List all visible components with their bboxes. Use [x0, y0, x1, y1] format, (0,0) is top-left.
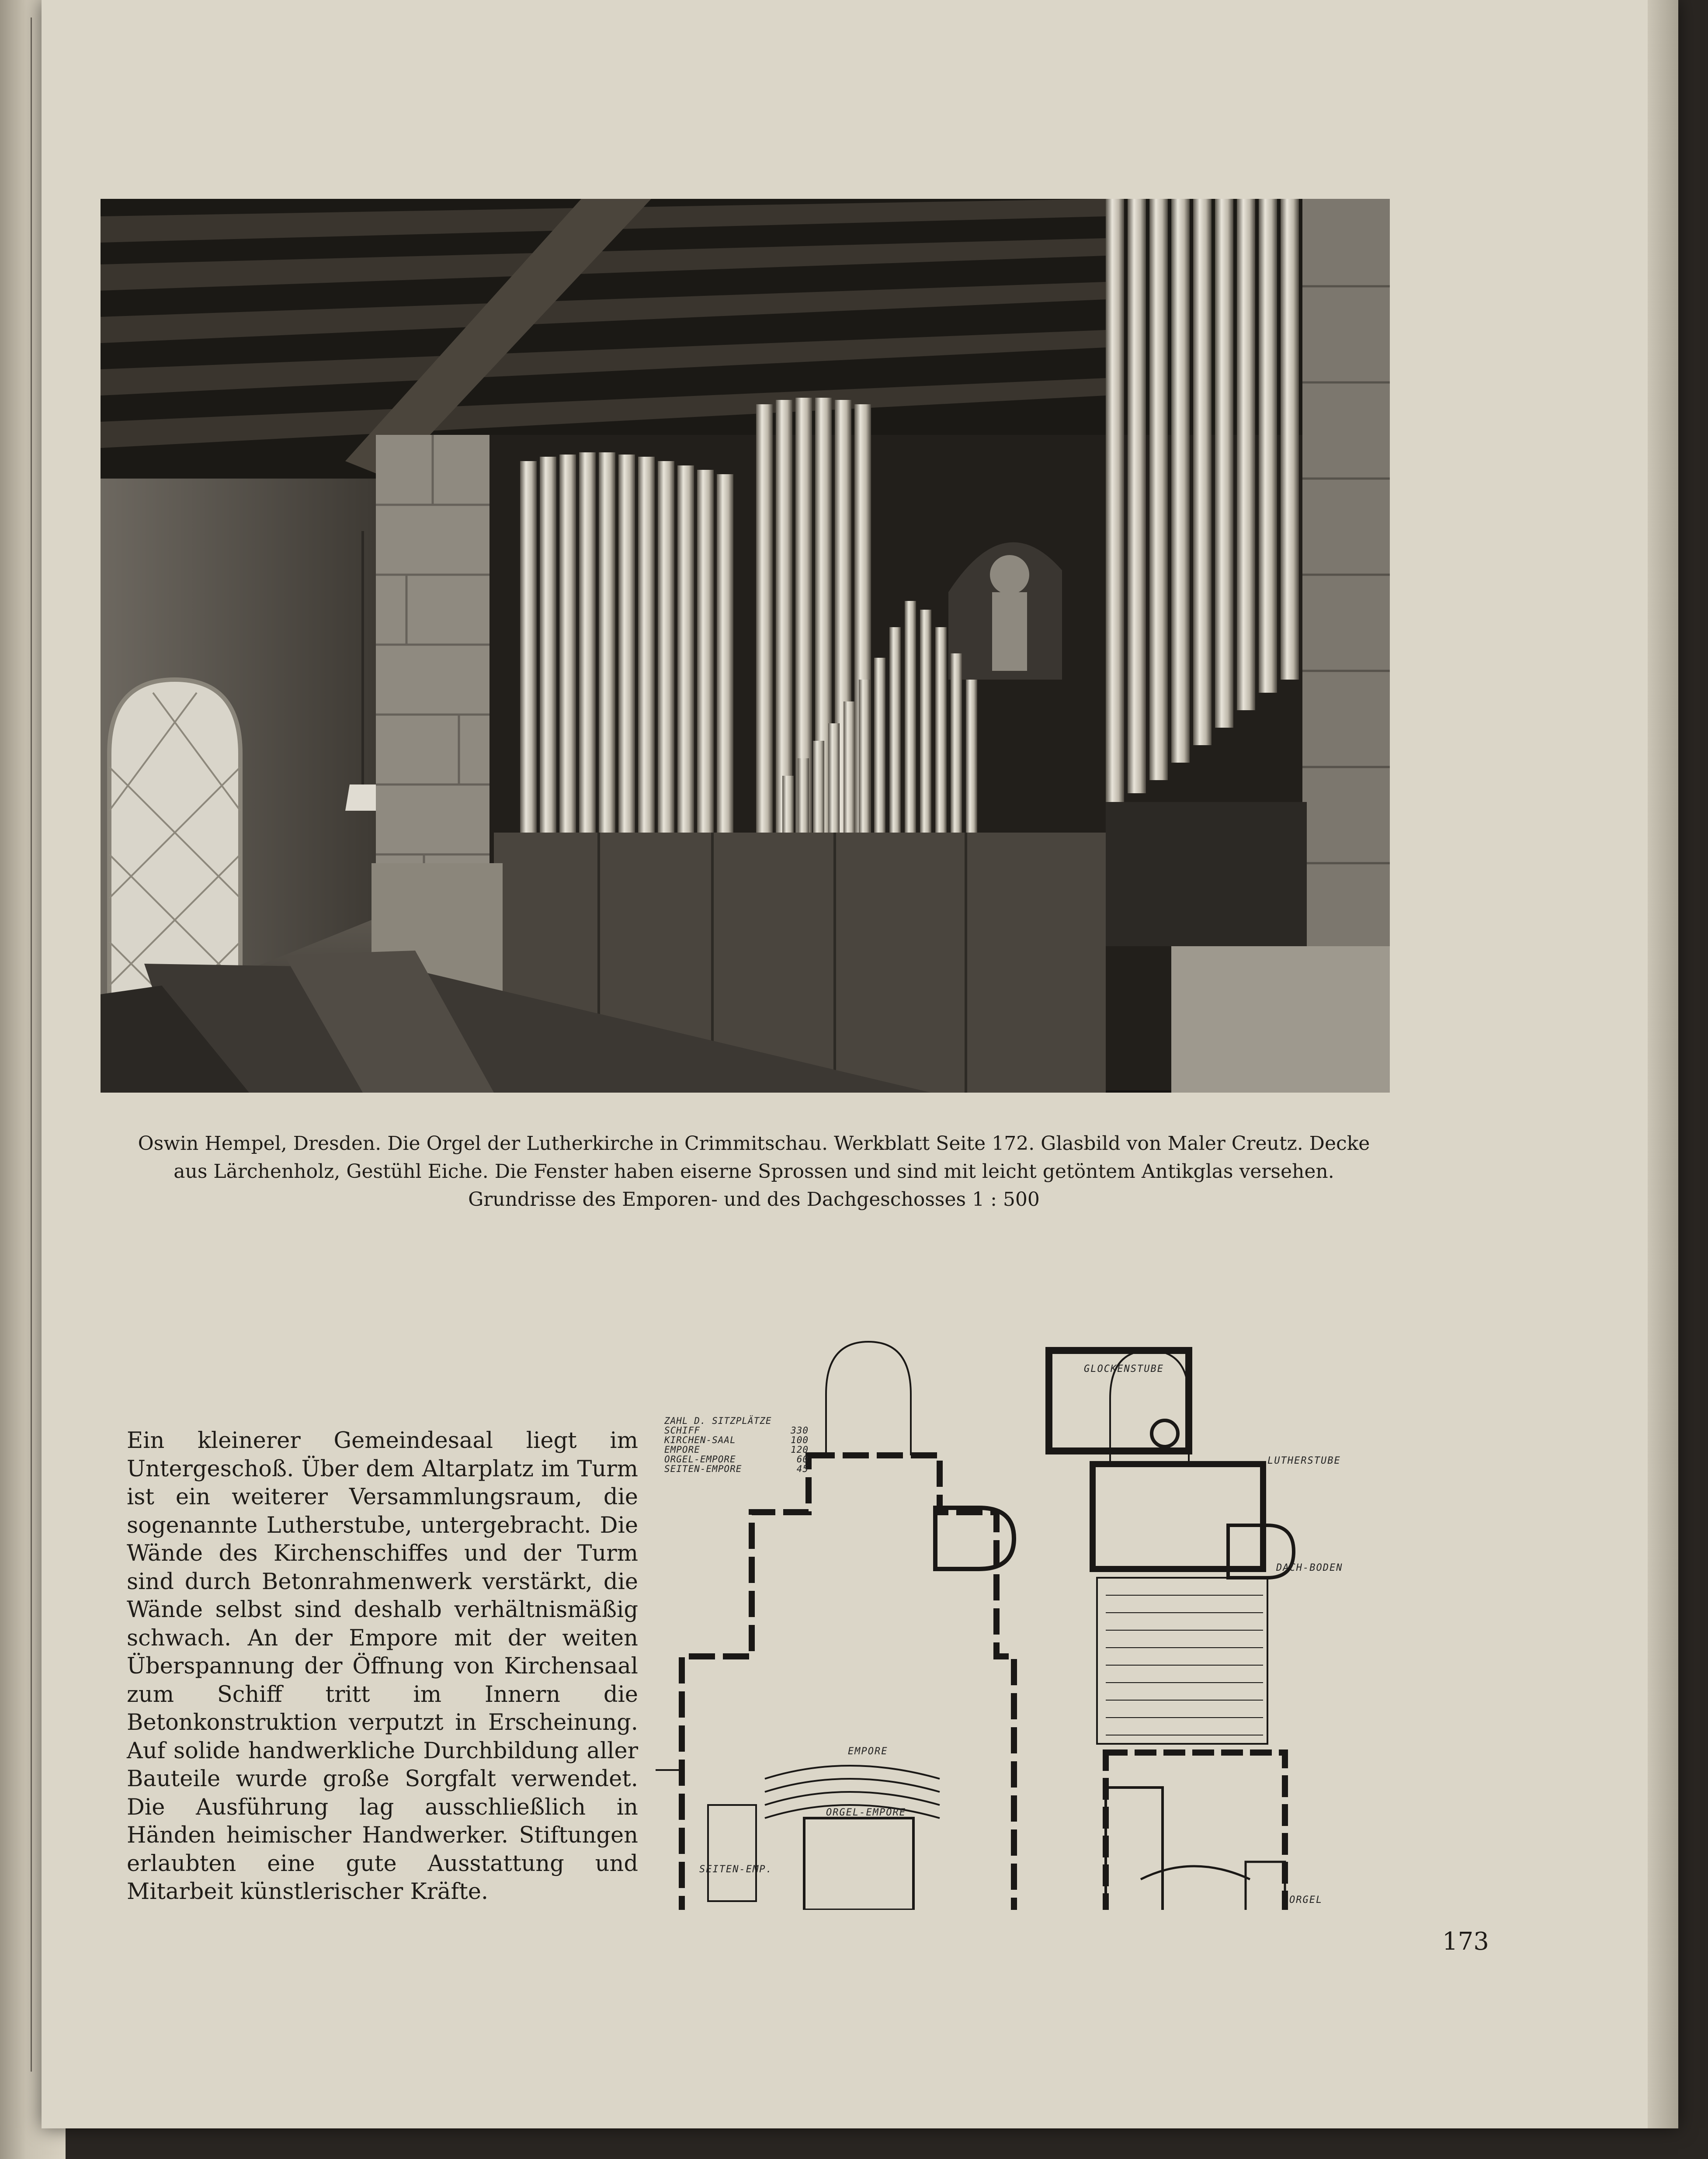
seat-table-row	[664, 1435, 809, 1445]
seat-value: 45	[796, 1464, 809, 1474]
seat-label: SEITEN-EMPORE	[664, 1464, 742, 1474]
seat-value: 330	[791, 1425, 809, 1436]
seat-label: KIRCHEN-SAAL	[664, 1435, 736, 1445]
seat-table-row	[664, 1464, 809, 1474]
label-empore: EMPORE	[848, 1746, 888, 1757]
adjacent-page-rule	[31, 17, 32, 2072]
page-stack-edge	[1648, 0, 1678, 2128]
seat-label: ORGEL-EMPORE	[664, 1454, 736, 1465]
organ-photograph	[101, 199, 1390, 1093]
label-orgel-empore: ORGEL-EMPORE	[826, 1807, 906, 1818]
label-glockenstube: GLOCKENSTUBE	[1084, 1364, 1164, 1375]
label-dachboden: DACH-BODEN	[1276, 1562, 1343, 1573]
seat-label: SCHIFF	[664, 1425, 700, 1436]
photo-caption: Oswin Hempel, Dresden. Die Orgel der Lutherkirche in Crimmitschau. Werkblatt Seite 172. Glasbild von Maler Creutz. Decke aus Lärchenholz, Gestühl Eiche. Die Fenster haben eiserne Sprossen und sind mit leicht getöntem Antikglas versehen. Grundrisse des Emporen- und des Dachgeschosses 1 : 500	[138, 1132, 1370, 1211]
body-paragraph: Ein kleinerer Gemeindesaal liegt im Untergeschoß. Über dem Altarplatz im Turm ist ein weiterer Versammlungsraum, die sogenannte Lutherstube, untergebracht. Die Wände des Kirchenschiffes und der Turm sind durch Betonrahmenwerk verstärkt, die Wände selbst sind deshalb verhältnismäßig schwach. An der Empore mit der weiten Überspannung der Öffnung von Kirchensaal zum Schiff tritt im Innern die Betonkonstruktion verputzt in Erscheinung. Auf solide handwerkliche Durchbildung aller Bauteile wurde große Sorgfalt verwendet. Die Ausführung lag ausschließlich in Händen heimischer Handwerker. Stiftungen erlaubten eine gute Ausstattung und Mitarbeit künstlerischer Kräfte.	[127, 1428, 638, 1905]
label-lutherstube: LUTHERSTUBE	[1267, 1455, 1341, 1466]
seat-table-row	[664, 1454, 809, 1464]
label-seiten-empore: SEITEN-EMP.	[699, 1864, 773, 1875]
organ-pipes-left	[520, 452, 733, 833]
page-number: 173	[1442, 1927, 1489, 1956]
seat-value: 60	[796, 1454, 809, 1465]
seat-count-table	[664, 1416, 809, 1474]
seat-value: 100	[791, 1435, 809, 1445]
organ-photo-illustration	[101, 199, 1390, 1093]
label-orgel: ORGEL	[1289, 1895, 1323, 1906]
seat-table-row	[664, 1445, 809, 1454]
seat-table-row	[664, 1426, 809, 1435]
stained-glass-figures	[990, 555, 1029, 671]
seat-value: 120	[791, 1444, 809, 1455]
seat-label: EMPORE	[664, 1444, 700, 1455]
plan-attic-floor	[1093, 1350, 1294, 1910]
seat-table-title: ZAHL D. SITZPLÄTZE	[664, 1416, 772, 1426]
